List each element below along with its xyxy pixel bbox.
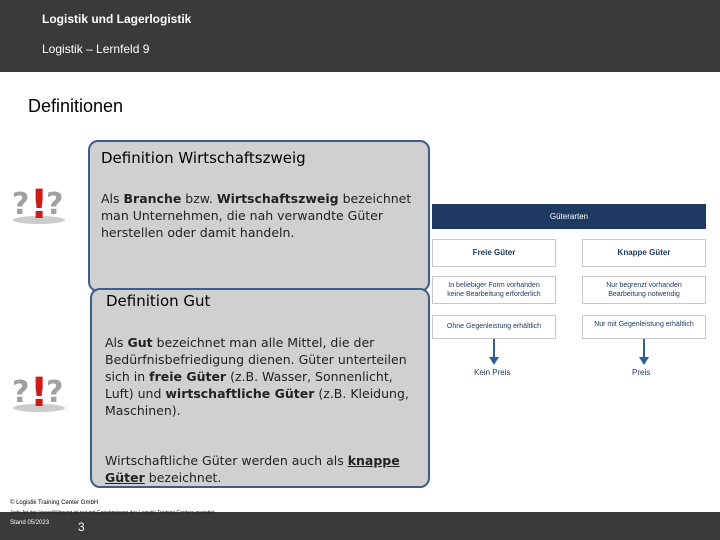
svg-text:?: ? [46, 187, 64, 222]
definition-box-gut [90, 288, 430, 488]
arrow-line [643, 339, 645, 359]
header-title: Logistik und Lagerlogistik [42, 12, 192, 26]
question-exclamation-icon [8, 168, 70, 226]
definition-text: Als Gut bezeichnet man alle Mittel, die der Bedürfnisbefriedigung dienen. Güter unterteilen sich in freie Güter (z.B. Wasser, Sonnenlicht, Luft) und wirtschaftliche Güter (z.B. Kleidung, Maschinen). [105, 335, 409, 418]
preis-label: Preis [632, 368, 651, 377]
header-subtitle: Logistik – Lernfeld 9 [42, 42, 150, 56]
freie-gueter-condition: Ohne Gegenleistung erhältlich [432, 315, 556, 339]
footer-date: Stand 05/2023 [10, 520, 50, 526]
slide-header [0, 0, 720, 72]
arrow-line [493, 339, 495, 359]
kein-preis-label: Kein Preis [474, 368, 511, 377]
page-number: 3 [78, 520, 85, 534]
svg-text:?: ? [46, 375, 64, 410]
freie-gueter-properties: In beliebiger Form vorhanden keine Bearbeitung erforderlich [432, 276, 556, 304]
question-exclamation-icon [8, 356, 70, 414]
footer-copyright: © Logistik Training Center GmbH [10, 500, 99, 506]
definition-title: Definition Gut [106, 292, 211, 310]
svg-text:!: ! [30, 370, 49, 414]
knappe-gueter-heading: Knappe Güter [582, 239, 706, 267]
freie-gueter-heading: Freie Güter [432, 239, 556, 267]
arrow-down-icon [639, 357, 649, 365]
definition-text: Als Branche bzw. Wirtschaftszweig bezeichnet man Unternehmen, die nah verwandte Güter herstellen oder damit handeln. [101, 191, 412, 240]
diagram-header: Güterarten [432, 204, 706, 229]
definition-title: Definition Wirtschaftszweig [101, 149, 306, 167]
arrow-down-icon [489, 357, 499, 365]
footer-notice: Jede Art der Vervielfältigung ist nur mit Genehmigung des Logistik Training Centers gestattet. [10, 510, 216, 516]
knappe-gueter-properties: Nur begrenzt vorhanden Bearbeitung notwendig [582, 276, 706, 304]
definition-note: Wirtschaftliche Güter werden auch als knappe Güter bezeichnet. [105, 453, 400, 485]
section-title: Definitionen [28, 96, 124, 116]
knappe-gueter-condition: Nur mit Gegenleistung erhältlich [582, 315, 706, 339]
svg-text:?: ? [12, 375, 30, 410]
definition-box-wirtschaftszweig [88, 140, 430, 292]
gueterarten-diagram [432, 204, 706, 384]
svg-text:!: ! [30, 182, 49, 226]
footer-bar [0, 512, 720, 540]
svg-text:?: ? [12, 187, 30, 222]
